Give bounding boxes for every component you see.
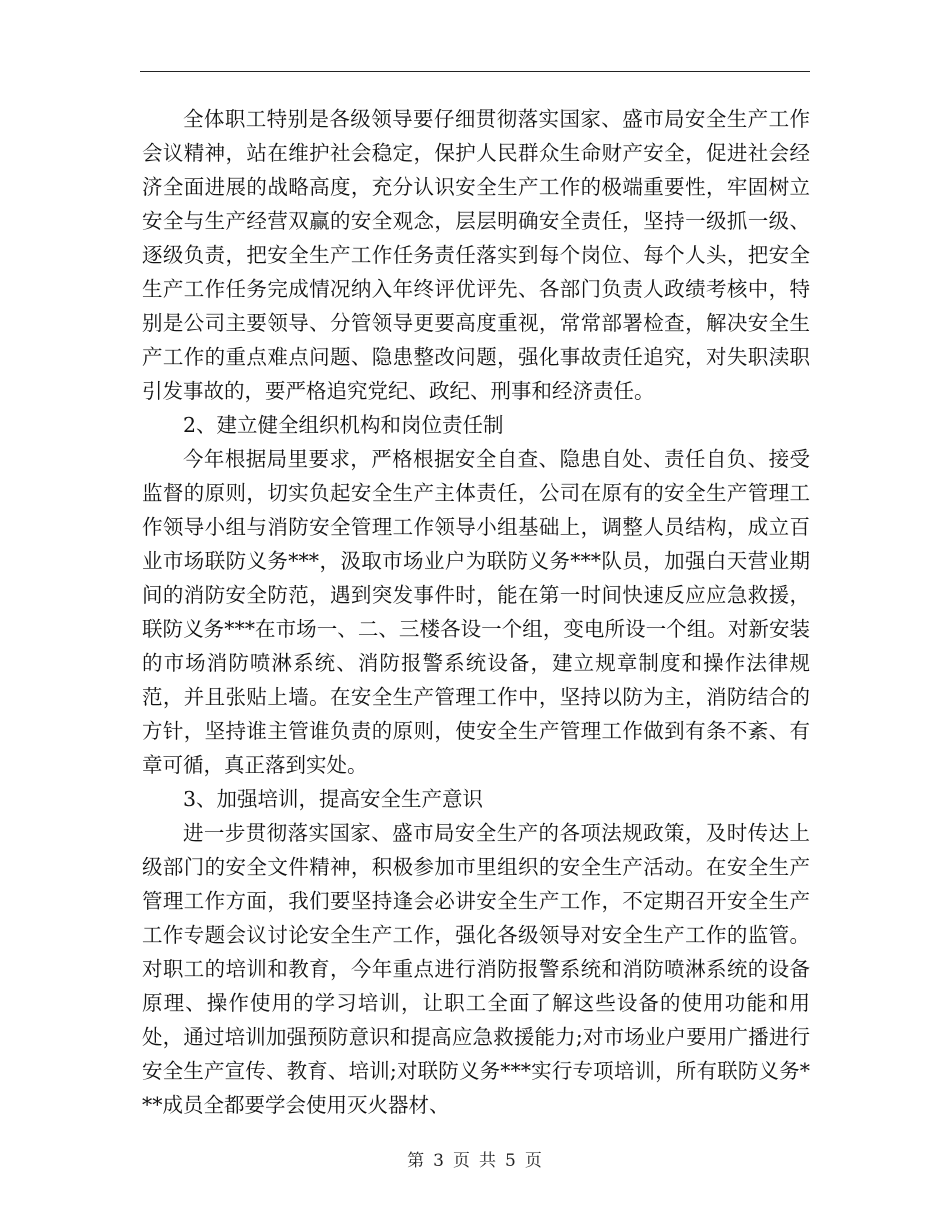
footer-page-label: 页 (453, 1151, 471, 1171)
paragraph-training: 进一步贯彻落实国家、盛市局安全生产的各项法规政策，及时传达上级部门的安全文件精神，积极参加市里组织的安全生产活动。在安全生产管理工作方面，我们要坚持逢会必讲安全生产工作，不定期召开安全生产工作专题会议讨论安全生产工作，强化各级领导对安全生产工作的监管。对职工的培训和教育，今年重点进行消防报警系统和消防喷淋系统的设备原理、操作使用的学习培训，让职工全面了解这些设备的使用功能和用处，通过培训加强预防意识和提高应急救援能力;对市场业户要用广播进行安全生产宣传、教育、培训;对联防义务***实行专项培训，所有联防义务***成员全都要学会使用灭火器材、 (142, 821, 810, 1117)
section-heading-3: 3、加强培训，提高安全生产意识 (183, 787, 484, 811)
header-rule (140, 71, 810, 72)
page-number-footer (0, 1149, 950, 1173)
footer-total-label: 共 (479, 1151, 497, 1171)
paragraph-responsibility: 全体职工特别是各级领导要仔细贯彻落实国家、盛市局安全生产工作会议精神，站在维护社会稳定，保护人民群众生命财产安全，促进社会经济全面进展的战略高度，充分认识安全生产工作的极端重要性，牢固树立安全与生产经营双赢的安全观念，层层明确安全责任，坚持一级抓一级、逐级负责，把安全生产工作任务责任落实到每个岗位、每个人头，把安全生产工作任务完成情况纳入年终评优评先、各部门负责人政绩考核中，特别是公司主要领导、分管领导更要高度重视，常常部署检查，解决安全生产工作的重点难点问题、隐患整改问题，强化事故责任追究，对失职渎职引发事故的，要严格追究党纪、政纪、刑事和经济责任。 (142, 107, 810, 403)
footer-suffix: 页 (524, 1151, 543, 1171)
footer-total-pages: 5 (505, 1151, 517, 1171)
paragraph-organization: 今年根据局里要求，严格根据安全自查、隐患自处、责任自负、接受监督的原则，切实负起安全生产主体责任，公司在原有的安全生产管理工作领导小组与消防安全管理工作领导小组基础上，调整人员结构，成立百业市场联防义务***，汲取市场业户为联防义务***队员，加强白天营业期间的消防安全防范，遇到突发事件时，能在第一时间快速反应应急救援，联防义务***在市场一、二、三楼各设一个组，变电所设一个组。对新安装的市场消防喷淋系统、消防报警系统设备，建立规章制度和操作法律规范，并且张贴上墙。在安全生产管理工作中，坚持以防为主，消防结合的方针，坚持谁主管谁负责的原则，使安全生产管理工作做到有条不紊、有章可循，真正落到实处。 (142, 447, 810, 777)
section-heading-2: 2、建立健全组织机构和岗位责任制 (183, 413, 504, 437)
footer-prefix: 第 (407, 1151, 426, 1171)
document-body (142, 102, 810, 1122)
footer-current-page: 3 (433, 1151, 445, 1171)
